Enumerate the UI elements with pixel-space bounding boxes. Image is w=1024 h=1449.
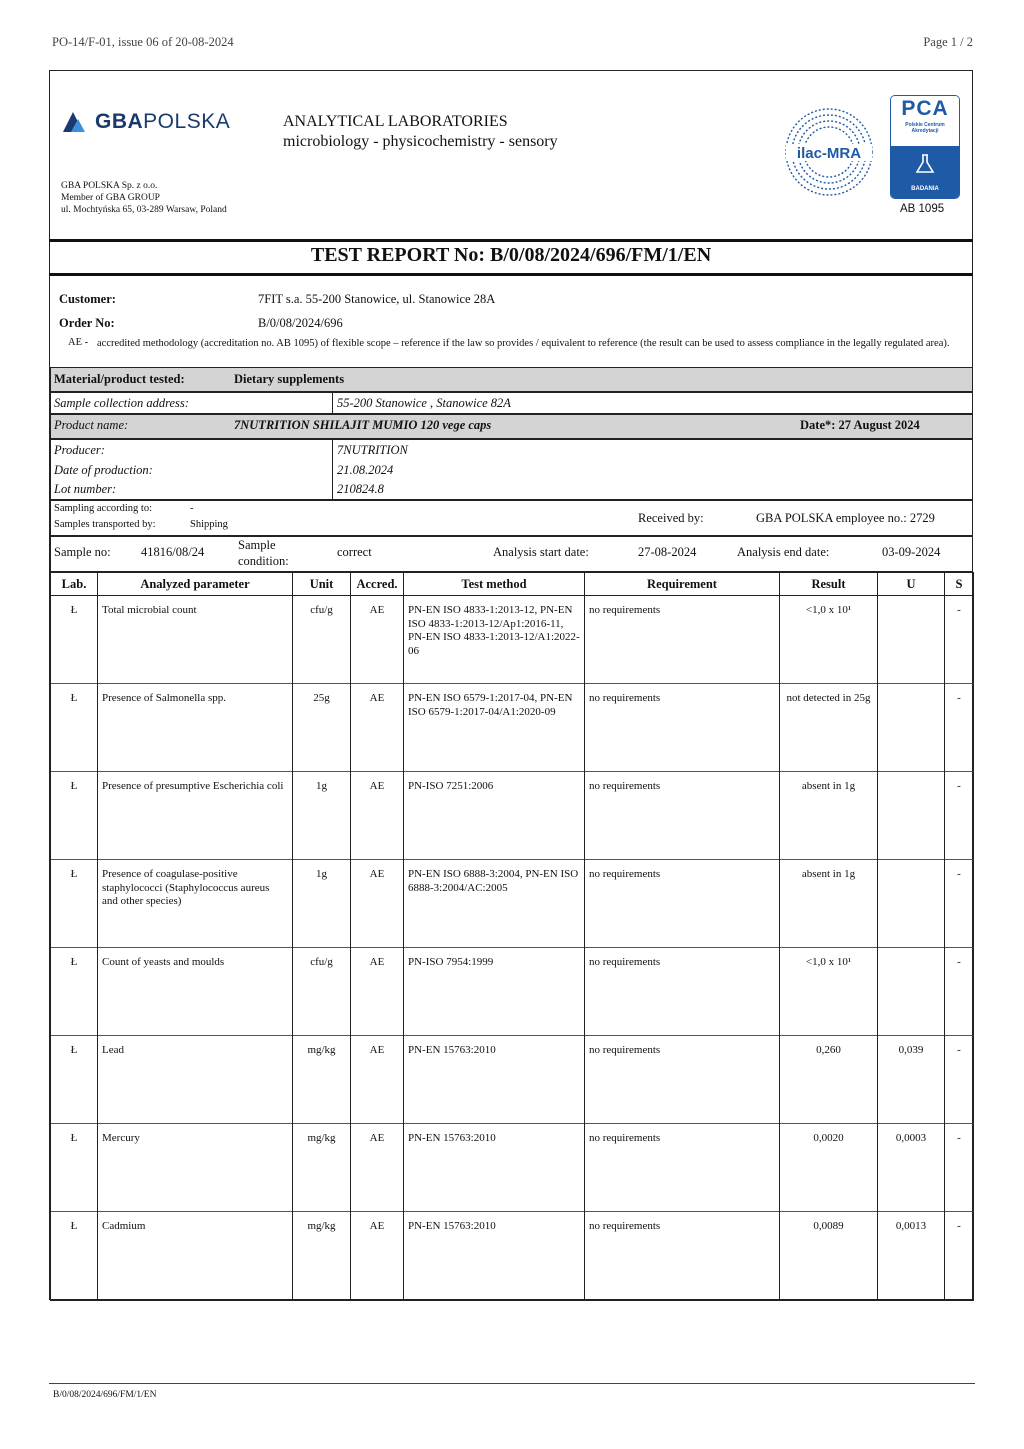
cell-param: Presence of Salmonella spp. [98, 684, 293, 772]
cell-unit: mg/kg [293, 1036, 351, 1124]
condition-label-line: condition: [238, 554, 289, 568]
cell-accred: AE [351, 772, 404, 860]
cell-accred: AE [351, 860, 404, 948]
col-header: Unit [293, 573, 351, 596]
lot-value: 210824.8 [337, 482, 384, 496]
cell-req: no requirements [585, 1124, 780, 1212]
cell-req: no requirements [585, 596, 780, 684]
table-row [51, 684, 974, 772]
cell-param: Total microbial count [98, 596, 293, 684]
col-header: Test method [404, 573, 585, 596]
cell-lab: Ł [51, 948, 98, 1036]
pca-subtitle: Akredytacji [911, 128, 939, 134]
lab-line: ANALYTICAL LABORATORIES [283, 113, 508, 130]
cell-param: Presence of presumptive Escherichia coli [98, 772, 293, 860]
cell-lab: Ł [51, 772, 98, 860]
lot-label: Lot number: [54, 482, 117, 496]
col-header: Lab. [51, 573, 98, 596]
footer-code: B/0/08/2024/696/FM/1/EN [53, 1390, 157, 1400]
cell-accred: AE [351, 948, 404, 1036]
pca-logo [890, 95, 960, 199]
logo-bold: GBA [95, 110, 144, 133]
condition-label [238, 537, 289, 569]
cell-lab: Ł [51, 860, 98, 948]
producer-value: 7NUTRITION [337, 443, 408, 457]
flask-icon [913, 152, 937, 176]
divider [332, 392, 333, 414]
order-value: B/0/08/2024/696 [258, 316, 343, 330]
cell-u [878, 596, 945, 684]
material-row [50, 367, 973, 392]
ae-label: AE - [68, 337, 89, 348]
cell-result: not detected in 25g [780, 684, 878, 772]
material-label: Material/product tested: [54, 372, 185, 386]
cell-lab: Ł [51, 684, 98, 772]
table-row [51, 948, 974, 1036]
cell-s: - [945, 1124, 974, 1212]
cell-accred: AE [351, 684, 404, 772]
cell-s: - [945, 948, 974, 1036]
cell-u: 0,0013 [878, 1212, 945, 1301]
report-date: Date*: 27 August 2024 [800, 418, 920, 432]
cell-s: - [945, 1036, 974, 1124]
received-label: Received by: [638, 511, 704, 525]
producer-block [50, 439, 973, 500]
producer-label: Producer: [54, 443, 105, 457]
logo-rest: POLSKA [143, 110, 231, 133]
cell-unit: mg/kg [293, 1212, 351, 1301]
page-number: Page 1 / 2 [923, 35, 973, 49]
cell-result: absent in 1g [780, 860, 878, 948]
product-label: Product name: [54, 418, 129, 432]
cell-unit: 25g [293, 684, 351, 772]
cell-unit: 1g [293, 860, 351, 948]
table-row [51, 772, 974, 860]
col-header: Analyzed parameter [98, 573, 293, 596]
form-code: PO-14/F-01, issue 06 of 20-08-2024 [52, 35, 234, 49]
cell-param: Lead [98, 1036, 293, 1124]
company-line: ul. Mochtyńska 65, 03-289 Warsaw, Poland [61, 205, 227, 215]
condition-value: correct [337, 545, 372, 559]
transport-label: Samples transported by: [54, 519, 156, 530]
cell-method: PN-ISO 7954:1999 [404, 948, 585, 1036]
cell-method: PN-EN 15763:2010 [404, 1036, 585, 1124]
company-line: Member of GBA GROUP [61, 193, 160, 203]
start-value: 27-08-2024 [638, 545, 697, 559]
collection-label: Sample collection address: [54, 396, 189, 410]
cell-method: PN-EN 15763:2010 [404, 1124, 585, 1212]
condition-label-line: Sample [238, 538, 276, 552]
table-row [51, 1212, 974, 1301]
cell-req: no requirements [585, 948, 780, 1036]
gba-logo [61, 110, 230, 134]
cell-param: Mercury [98, 1124, 293, 1212]
cell-req: no requirements [585, 860, 780, 948]
table-row [51, 1124, 974, 1212]
sampling-label: Sampling according to: [54, 503, 152, 514]
cell-param: Presence of coagulase-positive staphylococci (Staphylococcus aureus and other species) [98, 860, 293, 948]
report-title: TEST REPORT No: B/0/08/2024/696/FM/1/EN [310, 244, 712, 266]
cell-req: no requirements [585, 1212, 780, 1301]
cell-s: - [945, 596, 974, 684]
cell-s: - [945, 1212, 974, 1301]
cell-u [878, 684, 945, 772]
pca-title: PCA [901, 97, 949, 120]
cell-method: PN-ISO 7251:2006 [404, 772, 585, 860]
company-line: GBA POLSKA Sp. z o.o. [61, 181, 158, 191]
end-label: Analysis end date: [737, 545, 830, 559]
results-table [50, 572, 974, 1301]
ilac-mra-logo [784, 106, 874, 198]
cell-s: - [945, 684, 974, 772]
cell-result: 0,0089 [780, 1212, 878, 1301]
cell-accred: AE [351, 1212, 404, 1301]
cell-unit: cfu/g [293, 948, 351, 1036]
cell-result: 0,0020 [780, 1124, 878, 1212]
customer-value: 7FIT s.a. 55-200 Stanowice, ul. Stanowice 28A [258, 292, 496, 306]
cell-u: 0,039 [878, 1036, 945, 1124]
divider [49, 239, 973, 242]
cell-method: PN-EN 15763:2010 [404, 1212, 585, 1301]
cell-accred: AE [351, 1124, 404, 1212]
cell-req: no requirements [585, 684, 780, 772]
divider [332, 439, 333, 500]
cell-param: Count of yeasts and moulds [98, 948, 293, 1036]
cell-accred: AE [351, 1036, 404, 1124]
gba-triangle-icon [61, 110, 89, 134]
start-label: Analysis start date: [493, 545, 589, 559]
production-date-value: 21.08.2024 [337, 463, 394, 477]
cell-unit: 1g [293, 772, 351, 860]
cell-result: <1,0 x 10¹ [780, 596, 878, 684]
received-value: GBA POLSKA employee no.: 2729 [756, 511, 935, 525]
cell-s: - [945, 860, 974, 948]
customer-label: Customer: [59, 292, 116, 306]
table-header-row [51, 573, 974, 596]
accreditation-number: AB 1095 [900, 203, 945, 215]
lab-line: microbiology - physicochemistry - sensory [283, 133, 558, 150]
cell-u [878, 860, 945, 948]
cell-method: PN-EN ISO 6579-1:2017-04, PN-EN ISO 6579-1:2017-04/A1:2020-09 [404, 684, 585, 772]
col-header: Result [780, 573, 878, 596]
pca-subtitle: Polskie Centrum [905, 122, 945, 128]
col-header: S [945, 573, 974, 596]
cell-req: no requirements [585, 772, 780, 860]
cell-result: <1,0 x 10¹ [780, 948, 878, 1036]
order-label: Order No: [59, 316, 115, 330]
col-header: Requirement [585, 573, 780, 596]
lab-title [283, 112, 558, 152]
sample-no-value: 41816/08/24 [141, 545, 205, 559]
cell-u: 0,0003 [878, 1124, 945, 1212]
cell-method: PN-EN ISO 4833-1:2013-12, PN-EN ISO 4833-1:2013-12/Ap1:2016-11, PN-EN ISO 4833-1:2013-12/A1:2022-06 [404, 596, 585, 684]
collection-value: 55-200 Stanowice , Stanowice 82A [337, 396, 511, 410]
cell-param: Cadmium [98, 1212, 293, 1301]
ilac-text: ilac-MRA [796, 145, 862, 162]
table-row [51, 596, 974, 684]
footer-divider [49, 1383, 975, 1384]
transport-value: Shipping [190, 519, 228, 530]
cell-req: no requirements [585, 1036, 780, 1124]
cell-s: - [945, 772, 974, 860]
sample-no-label: Sample no: [54, 545, 111, 559]
col-header: U [878, 573, 945, 596]
production-date-label: Date of production: [54, 463, 153, 477]
product-value: 7NUTRITION SHILAJIT MUMIO 120 vege caps [234, 418, 492, 432]
table-row [51, 860, 974, 948]
cell-u [878, 948, 945, 1036]
ae-note: accredited methodology (accreditation no. AB 1095) of flexible scope – reference if the law so provides / equivalent to reference (the result can be used to assess compliance in the legally regulated area). [97, 338, 950, 349]
cell-u [878, 772, 945, 860]
company-address [61, 180, 227, 216]
cell-lab: Ł [51, 1036, 98, 1124]
cell-method: PN-EN ISO 6888-3:2004, PN-EN ISO 6888-3:2004/AC:2005 [404, 860, 585, 948]
sampling-value: - [190, 503, 194, 514]
material-value: Dietary supplements [234, 372, 345, 386]
cell-unit: cfu/g [293, 596, 351, 684]
cell-unit: mg/kg [293, 1124, 351, 1212]
col-header: Accred. [351, 573, 404, 596]
cell-result: 0,260 [780, 1036, 878, 1124]
table-row [51, 1036, 974, 1124]
cell-lab: Ł [51, 1212, 98, 1301]
cell-result: absent in 1g [780, 772, 878, 860]
cell-accred: AE [351, 596, 404, 684]
pca-badania: BADANIA [911, 186, 939, 192]
divider [49, 273, 973, 276]
cell-lab: Ł [51, 596, 98, 684]
end-value: 03-09-2024 [882, 545, 941, 559]
cell-lab: Ł [51, 1124, 98, 1212]
